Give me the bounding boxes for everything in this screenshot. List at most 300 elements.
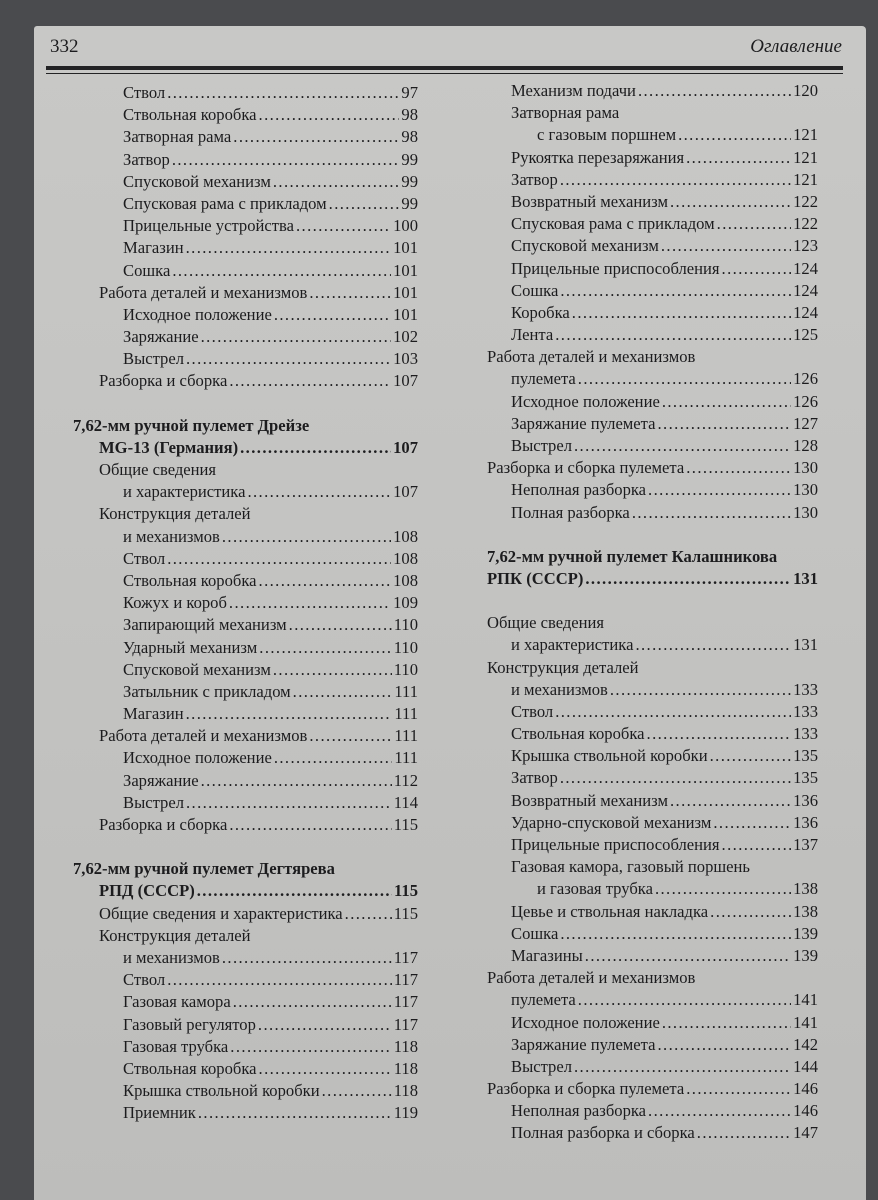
toc-left-column: [73, 82, 418, 1124]
toc-entry-title: Ствольная коробка: [123, 570, 257, 590]
toc-entry-page: 142: [793, 1034, 818, 1054]
toc-entry-title: Конструкция деталей: [487, 657, 639, 677]
toc-entry-page: 133: [793, 679, 818, 699]
toc-entry-title: Возвратный механизм: [511, 191, 668, 211]
toc-entry: [73, 149, 418, 171]
dot-leader: [555, 701, 791, 723]
toc-entry: [487, 1034, 818, 1056]
toc-entry-title: РПД (СССР): [99, 881, 195, 901]
toc-entry: [487, 302, 818, 324]
toc-entry-page: 111: [394, 726, 418, 746]
toc-entry-page: 111: [394, 748, 418, 768]
toc-entry-title: Магазин: [123, 704, 184, 724]
toc-entry-page: 110: [393, 637, 418, 657]
toc-entry: [487, 856, 818, 878]
dot-leader: [258, 1014, 392, 1036]
toc-entry-page: 115: [393, 903, 418, 923]
toc-entry-title: Прицельные устройства: [123, 216, 294, 236]
dot-leader: [167, 82, 399, 104]
toc-entry-page: 111: [394, 681, 418, 701]
toc-entry: [487, 767, 818, 789]
toc-entry-title: Кожух и короб: [123, 593, 227, 613]
toc-entry: [73, 126, 418, 148]
dot-leader: [293, 681, 393, 703]
toc-entry-page: 146: [793, 1101, 818, 1121]
toc-entry-page: 133: [793, 724, 818, 744]
toc-entry-title: Газовая трубка: [123, 1036, 229, 1056]
toc-entry-title: и характеристика: [511, 635, 634, 655]
toc-entry-title: Приемник: [123, 1103, 196, 1123]
toc-entry-page: 115: [394, 881, 418, 901]
dot-leader: [240, 437, 391, 459]
toc-entry: [487, 435, 818, 457]
toc-entry: [73, 215, 418, 237]
dot-leader: [560, 280, 791, 302]
dot-leader: [222, 947, 392, 969]
dot-leader: [662, 391, 791, 413]
dot-leader: [322, 1080, 392, 1102]
toc-entry: [73, 592, 418, 614]
toc-entry-page: 112: [393, 770, 418, 790]
dot-leader: [574, 1056, 791, 1078]
toc-entry: [73, 237, 418, 259]
toc-entry: [73, 260, 418, 282]
dot-leader: [658, 413, 792, 435]
toc-entry-title: Ствол: [123, 83, 166, 102]
dot-leader: [670, 790, 791, 812]
toc-entry: [487, 1078, 818, 1100]
toc-entry-title: Конструкция деталей: [99, 504, 251, 524]
toc-section-heading: [73, 880, 418, 902]
toc-entry-page: 118: [393, 1058, 418, 1078]
dot-leader: [167, 548, 391, 570]
toc-entry: [487, 124, 818, 146]
toc-entry-page: 141: [793, 990, 818, 1010]
toc-entry-page: 130: [793, 458, 818, 478]
dot-leader: [710, 745, 792, 767]
toc-entry-page: 118: [393, 1036, 418, 1056]
toc-entry-title: Ударно-спусковой механизм: [511, 812, 712, 832]
dot-leader: [229, 370, 391, 392]
toc-entry: [73, 681, 418, 703]
toc-entry-page: 127: [793, 413, 818, 433]
toc-entry-page: 111: [394, 704, 418, 724]
toc-entry: [487, 723, 818, 745]
toc-entry-title: MG-13 (Германия): [99, 437, 239, 457]
toc-entry-title: Разборка и сборка пулемета: [487, 458, 685, 478]
toc-entry-title: Затворная рама: [511, 103, 620, 123]
toc-entry-title: Прицельные приспособления: [511, 835, 720, 854]
toc-entry: [73, 348, 418, 370]
toc-entry-page: 130: [793, 480, 818, 500]
dot-leader: [186, 792, 392, 814]
toc-entry: [487, 790, 818, 812]
toc-entry: [487, 413, 818, 435]
toc-entry: [487, 878, 818, 900]
dot-leader: [274, 747, 393, 769]
dot-leader: [167, 969, 392, 991]
dot-leader: [560, 169, 791, 191]
dot-leader: [329, 193, 400, 215]
dot-leader: [186, 348, 391, 370]
dot-leader: [172, 260, 391, 282]
toc-entry-title: Цевье и ствольная накладка: [511, 901, 709, 921]
dot-leader: [309, 282, 391, 304]
toc-entry: [73, 193, 418, 215]
page-number: 332: [50, 36, 79, 57]
toc-entry-page: 146: [793, 1079, 818, 1099]
dot-leader: [309, 725, 392, 747]
toc-entry: [73, 947, 418, 969]
toc-entry-title: Затвор: [511, 768, 558, 788]
toc-entry: [73, 814, 418, 836]
toc-entry: [487, 479, 818, 501]
dot-leader: [670, 191, 791, 213]
toc-entry: [487, 191, 818, 213]
toc-entry-title: 7,62-мм ручной пулемет Дрейзе: [73, 415, 310, 435]
dot-leader: [572, 302, 791, 324]
dot-leader: [555, 324, 791, 346]
dot-leader: [289, 614, 392, 636]
toc-entry: [73, 304, 418, 326]
dot-leader: [632, 502, 791, 524]
toc-entry-title: и механизмов: [511, 679, 608, 699]
toc-entry-title: Ствол: [511, 701, 554, 721]
toc-entry-page: 107: [393, 437, 418, 457]
dot-leader: [713, 812, 791, 834]
toc-entry-title: Ствол: [123, 548, 166, 568]
toc-entry: [487, 169, 818, 191]
dot-leader: [722, 258, 792, 280]
toc-entry-title: Работа деталей и механизмов: [487, 968, 696, 988]
dot-leader: [230, 1036, 391, 1058]
toc-entry: [487, 967, 818, 989]
toc-entry-page: 98: [401, 105, 418, 125]
toc-entry-title: Рукоятка перезаряжания: [511, 147, 685, 167]
toc-entry-title: Полная разборка: [511, 502, 630, 522]
dot-leader: [247, 481, 391, 503]
toc-entry: [487, 368, 818, 390]
toc-entry: [73, 614, 418, 636]
toc-entry-title: Ствольная коробка: [123, 1058, 257, 1078]
toc-entry: [487, 391, 818, 413]
toc-entry-title: Разборка и сборка пулемета: [487, 1079, 685, 1099]
dot-leader: [578, 368, 791, 390]
dot-leader: [259, 637, 391, 659]
toc-entry-title: Возвратный механизм: [511, 790, 668, 810]
toc-entry-page: 110: [393, 615, 418, 635]
dot-leader: [658, 1034, 792, 1056]
toc-entry: [487, 280, 818, 302]
toc-entry: [73, 969, 418, 991]
toc-entry: [73, 747, 418, 769]
dot-leader: [172, 149, 400, 171]
toc-entry: [73, 104, 418, 126]
toc-entry: [73, 548, 418, 570]
toc-entry-page: 121: [793, 125, 818, 145]
toc-entry-page: 110: [393, 659, 418, 679]
toc-entry: [73, 1102, 418, 1124]
toc-entry-title: Общие сведения и характеристика: [99, 903, 343, 923]
toc-entry-title: Крышка ствольной коробки: [511, 746, 708, 766]
toc-entry: [487, 346, 818, 368]
toc-entry: [487, 1056, 818, 1078]
toc-section-heading: [73, 437, 418, 459]
toc-entry-title: пулемета: [511, 990, 576, 1010]
toc-entry-title: Магазин: [123, 238, 184, 258]
dot-leader: [345, 903, 392, 925]
dot-leader: [710, 901, 791, 923]
toc-entry-title: Затвор: [511, 169, 558, 189]
toc-entry: [73, 171, 418, 193]
dot-leader: [678, 124, 791, 146]
toc-entry-title: Ствольная коробка: [511, 724, 645, 744]
dot-leader: [201, 770, 392, 792]
toc-entry-page: 123: [793, 236, 818, 256]
toc-entry-title: Спусковой механизм: [511, 236, 659, 256]
toc-entry-title: и характеристика: [123, 482, 246, 502]
toc-entry-title: и механизмов: [123, 526, 220, 546]
toc-entry-page: 114: [393, 792, 418, 812]
toc-entry-title: Выстрел: [123, 349, 184, 369]
toc-entry-title: с газовым поршнем: [537, 125, 677, 145]
toc-entry-page: 124: [793, 280, 818, 300]
toc-entry-page: 124: [793, 258, 818, 278]
toc-entry-title: Механизм подачи: [511, 81, 636, 100]
toc-entry: [73, 925, 418, 947]
dot-leader: [186, 237, 392, 259]
toc-entry-title: Газовая камора: [123, 992, 231, 1012]
toc-entry-title: Работа деталей и механизмов: [99, 282, 308, 302]
dot-leader: [273, 659, 392, 681]
toc-entry-page: 121: [793, 147, 818, 167]
toc-entry-page: 141: [793, 1012, 818, 1032]
toc-section-heading: [73, 858, 418, 880]
toc-entry: [73, 637, 418, 659]
toc-entry-page: 100: [393, 216, 418, 236]
dot-leader: [560, 767, 791, 789]
dot-leader: [585, 568, 791, 590]
toc-entry-title: Запирающий механизм: [123, 615, 287, 635]
toc-entry-page: 144: [793, 1056, 818, 1076]
toc-entry-page: 101: [393, 304, 418, 324]
dot-leader: [662, 1012, 791, 1034]
toc-entry: [487, 612, 818, 634]
toc-entry-title: Лента: [511, 325, 554, 345]
toc-entry-page: 101: [393, 282, 418, 302]
toc-entry-title: Затыльник с прикладом: [123, 681, 291, 701]
toc-entry-title: Исходное положение: [511, 1012, 660, 1032]
toc-entry-title: Сошка: [511, 280, 559, 300]
toc-entry-title: Исходное положение: [123, 304, 272, 324]
toc-entry-title: Заряжание пулемета: [511, 1034, 656, 1054]
toc-entry: [73, 703, 418, 725]
toc-entry: [73, 526, 418, 548]
toc-entry-page: 136: [793, 812, 818, 832]
toc-entry: [73, 792, 418, 814]
toc-entry-page: 108: [393, 526, 418, 546]
toc-section-heading: [487, 568, 818, 590]
toc-entry-page: 117: [393, 970, 418, 990]
toc-entry-page: 99: [401, 193, 418, 213]
toc-entry: [73, 82, 418, 104]
toc-entry-title: Спусковой механизм: [123, 171, 271, 191]
toc-entry-title: Магазины: [511, 945, 583, 965]
toc-entry-page: 138: [793, 901, 818, 921]
toc-entry-page: 147: [793, 1123, 818, 1143]
toc-entry: [487, 923, 818, 945]
toc-entry-page: 137: [793, 835, 818, 854]
dot-leader: [233, 126, 399, 148]
section-gap: [73, 393, 418, 415]
dot-leader: [229, 592, 391, 614]
toc-entry-page: 99: [401, 171, 418, 191]
toc-entry: [487, 745, 818, 767]
toc-entry: [487, 679, 818, 701]
toc-entry-page: 117: [393, 1014, 418, 1034]
toc-entry-title: Ударный механизм: [123, 637, 258, 657]
toc-entry-title: Заряжание: [123, 327, 199, 347]
toc-entry: [487, 213, 818, 235]
toc-entry-title: Спусковая рама с прикладом: [511, 214, 715, 234]
dot-leader: [635, 634, 791, 656]
toc-entry-page: 120: [793, 81, 818, 100]
toc-right-column: [487, 80, 818, 1145]
toc-entry: [73, 370, 418, 392]
dot-leader: [686, 1078, 791, 1100]
toc-entry: [487, 1100, 818, 1122]
toc-entry-title: Общие сведения: [487, 613, 605, 633]
toc-entry: [487, 1122, 818, 1144]
toc-entry-title: Затворная рама: [123, 127, 232, 147]
toc-entry-page: 119: [393, 1103, 418, 1123]
toc-entry: [487, 258, 818, 280]
toc-entry: [73, 725, 418, 747]
toc-entry-page: 98: [401, 127, 418, 147]
dot-leader: [661, 235, 791, 257]
toc-entry-page: 97: [401, 83, 418, 102]
toc-entry: [487, 102, 818, 124]
toc-entry-page: 102: [393, 327, 418, 347]
page-header: [50, 36, 842, 60]
toc-entry-page: 126: [793, 391, 818, 411]
toc-entry-page: 99: [401, 149, 418, 169]
toc-entry: [487, 657, 818, 679]
toc-entry-page: 124: [793, 302, 818, 322]
toc-entry-title: Газовая камора, газовый поршень: [511, 857, 750, 877]
dot-leader: [686, 147, 791, 169]
dot-leader: [717, 213, 791, 235]
dot-leader: [259, 104, 400, 126]
dot-leader: [186, 703, 393, 725]
toc-entry: [73, 1036, 418, 1058]
toc-entry-title: Работа деталей и механизмов: [99, 726, 308, 746]
toc-entry-title: Спусковая рама с прикладом: [123, 193, 327, 213]
toc-entry-title: Исходное положение: [123, 748, 272, 768]
dot-leader: [610, 679, 791, 701]
dot-leader: [574, 435, 791, 457]
toc-entry-title: Неполная разборка: [511, 480, 647, 500]
toc-entry-page: 139: [793, 923, 818, 943]
dot-leader: [259, 1058, 392, 1080]
toc-entry: [487, 989, 818, 1011]
toc-entry-title: Сошка: [511, 923, 559, 943]
toc-entry-title: Общие сведения: [99, 460, 217, 479]
toc-entry-page: 108: [393, 570, 418, 590]
dot-leader: [648, 1100, 791, 1122]
dot-leader: [273, 171, 400, 193]
section-gap: [73, 836, 418, 858]
toc-entry-title: Сошка: [123, 260, 171, 280]
dot-leader: [274, 304, 391, 326]
dot-leader: [578, 989, 791, 1011]
toc-entry-title: пулемета: [511, 369, 576, 389]
toc-entry-page: 115: [393, 815, 418, 834]
toc-entry-title: Выстрел: [511, 436, 572, 455]
toc-entry-page: 131: [793, 635, 818, 655]
toc-entry-page: 135: [793, 746, 818, 766]
toc-entry: [73, 1080, 418, 1102]
toc-entry: [73, 991, 418, 1013]
toc-entry-page: 126: [793, 369, 818, 389]
toc-entry-title: Спусковой механизм: [123, 659, 271, 679]
dot-leader: [585, 945, 791, 967]
toc-entry-page: 108: [393, 548, 418, 568]
section-gap: [487, 524, 818, 546]
toc-entry-title: Газовый регулятор: [123, 1014, 256, 1034]
dot-leader: [198, 1102, 392, 1124]
dot-leader: [222, 526, 391, 548]
toc-entry-title: Выстрел: [511, 1056, 572, 1076]
toc-entry: [487, 147, 818, 169]
toc-entry: [487, 235, 818, 257]
dot-leader: [201, 326, 392, 348]
toc-entry-page: 122: [793, 191, 818, 211]
toc-entry: [487, 457, 818, 479]
toc-entry-title: Разборка и сборка: [99, 371, 228, 391]
toc-entry-page: 135: [793, 768, 818, 788]
toc-entry-title: Заряжание пулемета: [511, 413, 656, 433]
dot-leader: [233, 991, 392, 1013]
toc-entry: [73, 659, 418, 681]
toc-entry-page: 121: [793, 169, 818, 189]
toc-entry-title: Неполная разборка: [511, 1101, 647, 1121]
dot-leader: [296, 215, 391, 237]
toc-entry-title: Конструкция деталей: [99, 925, 251, 945]
toc-entry-page: 138: [793, 879, 818, 899]
toc-entry: [73, 570, 418, 592]
toc-entry: [487, 502, 818, 524]
toc-entry-page: 107: [393, 371, 418, 391]
toc-entry-title: 7,62-мм ручной пулемет Калашникова: [487, 546, 778, 566]
toc-entry-page: 125: [793, 325, 818, 345]
toc-entry-title: 7,62-мм ручной пулемет Дегтярева: [73, 859, 335, 879]
toc-entry-page: 107: [393, 482, 418, 502]
header-rule-thick: [46, 66, 843, 70]
toc-entry: [487, 834, 818, 856]
toc-entry: [73, 1014, 418, 1036]
toc-entry-title: Выстрел: [123, 792, 184, 812]
dot-leader: [697, 1122, 791, 1144]
dot-leader: [560, 923, 791, 945]
toc-entry-title: Коробка: [511, 302, 570, 322]
toc-entry-page: 128: [793, 436, 818, 455]
toc-entry: [73, 503, 418, 525]
toc-entry-page: 101: [393, 238, 418, 258]
dot-leader: [655, 878, 791, 900]
toc-entry-page: 130: [793, 502, 818, 522]
toc-entry: [487, 1012, 818, 1034]
